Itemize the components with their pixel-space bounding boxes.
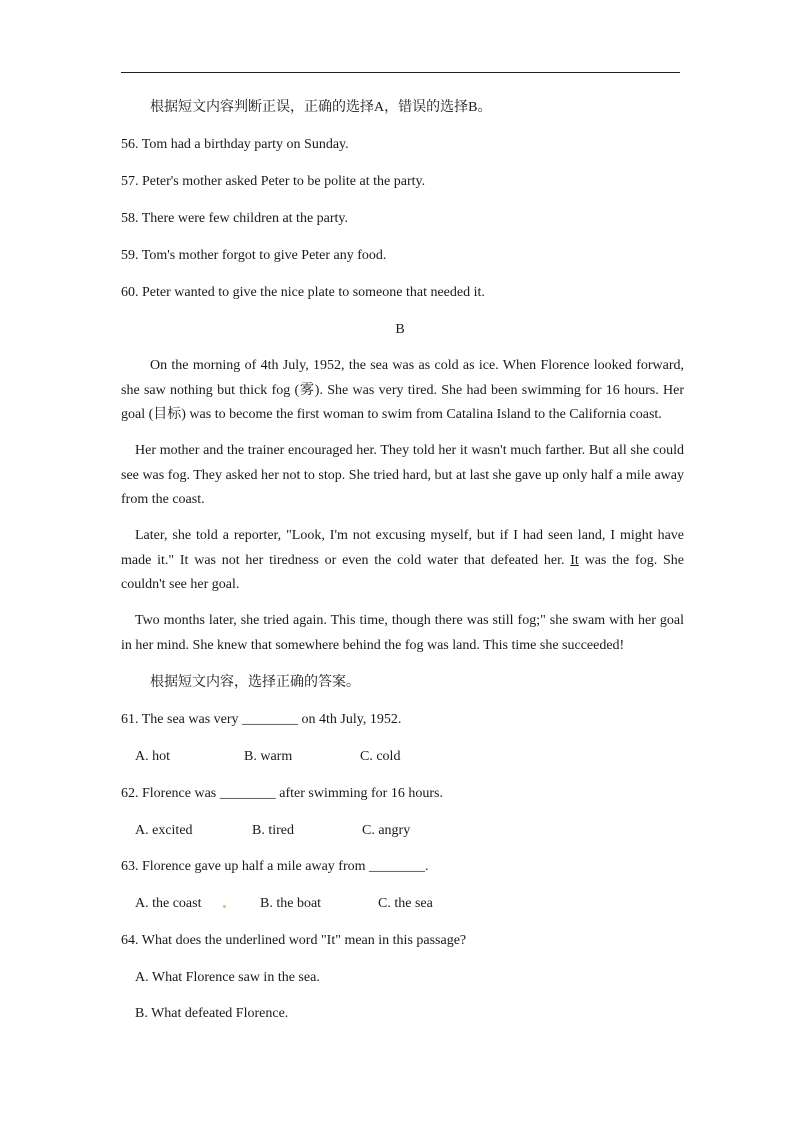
section-label: B <box>395 322 405 337</box>
question-63: 63. Florence gave up half a mile away from ________. <box>121 859 429 874</box>
question-64: 64. What does the underlined word "It" mean in this passage? <box>121 933 467 948</box>
option-b: B. tired <box>252 823 294 838</box>
passage-paragraph-1: On the morning of 4th July, 1952, the sea was as cold as ice. When Florence looked forward, she saw nothing but thick fog (雾). She was very tired. She had been swimming for 16 hours. Her goal (目标) was to become the first woman to swim from Catalina Island to the California coast. <box>121 358 684 422</box>
question-58: 58. There were few children at the party. <box>121 211 349 226</box>
question-62: 62. Florence was ________ after swimming for 16 hours. <box>121 786 443 801</box>
question-60: 60. Peter wanted to give the nice plate to someone that needed it. <box>121 285 485 300</box>
underlined-word-it: It <box>570 552 579 568</box>
option-b: B. warm <box>244 749 293 764</box>
option-c: C. cold <box>360 749 401 764</box>
question-57: 57. Peter's mother asked Peter to be polite at the party. <box>121 174 426 189</box>
option-a: A. the coast <box>135 896 202 911</box>
header-rule <box>121 72 680 73</box>
option-a: A. excited <box>135 823 193 838</box>
instruction-multiple-choice: 根据短文内容，选择正确的答案。 <box>150 675 360 690</box>
passage-paragraph-2: Her mother and the trainer encouraged her. They told her it wasn't much farther. But all she could see was fog. They asked her not to stop. She tried hard, but at last she gave up only half a mile away from the coast. <box>121 443 684 507</box>
option-b: B. the boat <box>260 896 322 911</box>
instruction-true-false: 根据短文内容判断正误，正确的选择A，错误的选择B。 <box>150 100 492 115</box>
question-64-option-a: A. What Florence saw in the sea. <box>135 970 320 985</box>
question-56: 56. Tom had a birthday party on Sunday. <box>121 137 349 152</box>
passage-paragraph-4: Two months later, she tried again. This time, though there was still fog;" she swam with her goal in her mind. She knew that somewhere behind the fog was land. This time she succeeded! <box>121 613 684 653</box>
question-64-option-b: B. What defeated Florence. <box>135 1006 289 1021</box>
passage-paragraph-3 <box>121 524 684 598</box>
option-c: C. the sea <box>378 896 433 911</box>
passage-p3-after: was the fog. She couldn't see her goal. <box>121 552 684 592</box>
question-61: 61. The sea was very ________ on 4th July, 1952. <box>121 712 402 727</box>
option-a: A. hot <box>135 749 170 764</box>
question-59: 59. Tom's mother forgot to give Peter any food. <box>121 248 387 263</box>
stray-dot-mark <box>223 905 226 908</box>
passage-p3-before: Later, she told a reporter, "Look, I'm not excusing myself, but if I had seen land, I might have made it." It was not her tiredness or even the cold water that defeated her. <box>121 528 684 568</box>
option-c: C. angry <box>362 823 411 838</box>
